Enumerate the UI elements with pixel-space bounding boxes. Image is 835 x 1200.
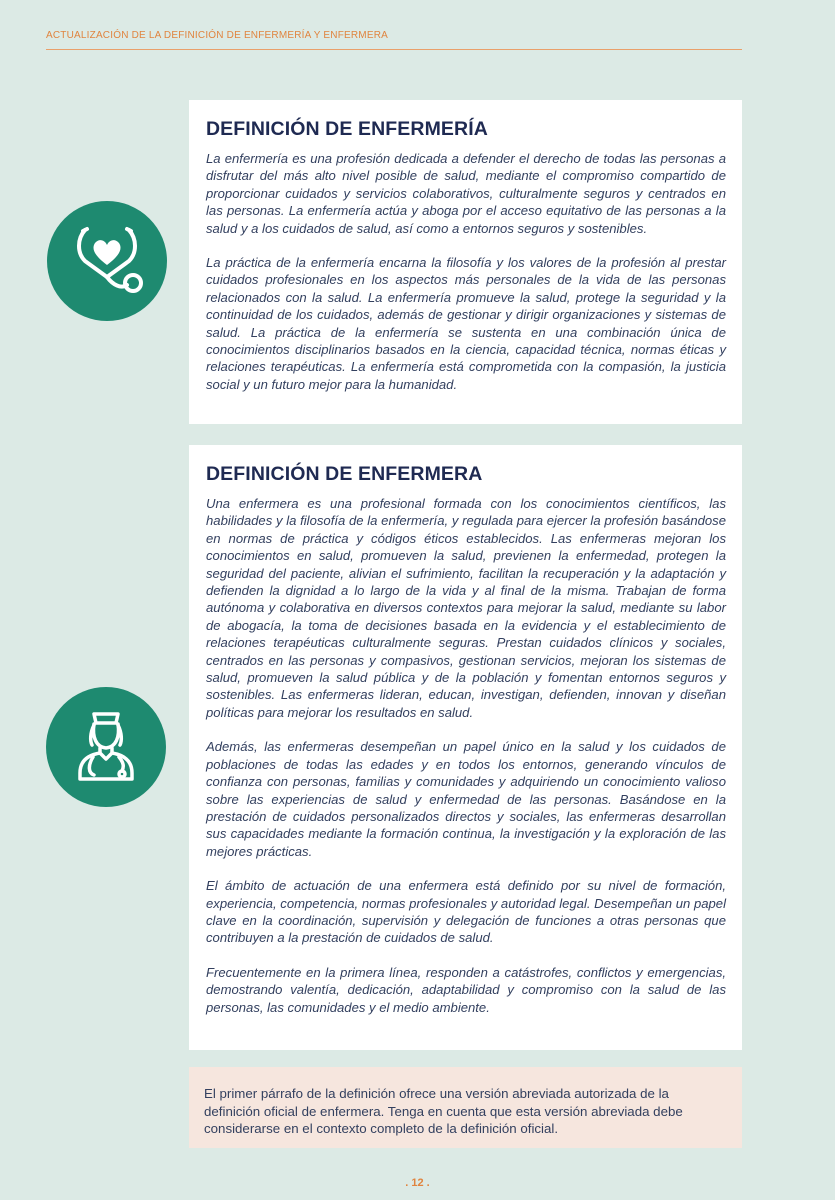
paragraph: La enfermería es una profesión dedicada a defender el derecho de todas las personas a disfrutar del más alto nivel posible de salud, mediante el compromiso compartido de proporcionar cuidados y servicios colaborativos, culturalmente seguros y centrados en las personas. La enfermería actúa y aboga por el acceso equitativo de las personas a la salud y a los cuidados de salud, así como a entornos seguros y sostenibles. — [206, 151, 726, 236]
nurse-icon — [46, 687, 166, 807]
stethoscope-heart-icon — [47, 201, 167, 321]
header-divider — [46, 49, 742, 50]
nursing-definition-card — [189, 100, 742, 424]
nurse-definition-card — [189, 445, 742, 1050]
section-title: DEFINICIÓN DE ENFERMERA — [206, 463, 483, 485]
note-box — [189, 1067, 742, 1148]
paragraph: Frecuentemente en la primera línea, responden a catástrofes, conflictos y emergencias, demostrando valentía, dedicación, adaptabilidad y compromiso con la salud de las personas, las comunidades y el medio ambiente. — [206, 964, 726, 1015]
running-header: ACTUALIZACIÓN DE LA DEFINICIÓN DE ENFERMERÍA Y ENFERMERA — [46, 30, 389, 41]
paragraph: Una enfermera es una profesional formada con los conocimientos científicos, las habilidades y la filosofía de la enfermería, y regulada para ejercer la profesión basándose en normas de práctica y códigos éticos establecidos. Las enfermeras mejoran los conocimientos en salud, promueven la salud, previenen la enfermedad, protegen la seguridad del paciente, alivian el sufrimiento, facilitan la recuperación y la adaptación y defienden la dignidad a lo largo de la vida y al final de la misma. Trabajan de forma autónoma y colaborativa en diversos contextos para mejorar la salud, mediante su labor de abogacía, la toma de decisiones basada en la evidencia y el establecimiento de relaciones terapéuticas culturalmente seguras. Prestan cuidados clínicos y sociales, centrados en las personas y compasivos, gestionan servicios, mejoran los sistemas de salud, promueven la salud pública y de la población y fomentan entornos seguros y sostenibles. Las enfermeras lideran, educan, investigan, defienden, innovan y diseñan políticas para mejorar los resultados en salud. — [206, 496, 726, 720]
paragraph: El ámbito de actuación de una enfermera está definido por su nivel de formación, experiencia, competencia, normas profesionales y autoridad legal. Desempeñan un papel clave en la coordinación, supervisión y delegación de funciones a otras personas que contribuyen a la prestación de cuidados de salud. — [206, 878, 726, 946]
section-title: DEFINICIÓN DE ENFERMERÍA — [206, 118, 488, 140]
note-text: El primer párrafo de la definición ofrece una versión abreviada autorizada de la definición oficial de enfermera. Tenga en cuenta que esta versión abreviada debe considerarse en el contexto completo de la definición oficial. — [204, 1086, 683, 1137]
paragraph: La práctica de la enfermería encarna la filosofía y los valores de la profesión al prestar cuidados profesionales en los aspectos más personales de la vida de las personas relacionados con la salud. La enfermería promueve la salud, protege la seguridad y la continuidad de los cuidados, además de gestionar y dirigir organizaciones y sistemas de salud. La práctica de la enfermería se sustenta en una combinación única de conocimientos disciplinarios basados en la ciencia, capacidad técnica, normas éticas y relaciones terapéuticas. La enfermería está comprometida con la compasión, la justicia social y un futuro mejor para la humanidad. — [206, 255, 726, 392]
page-number: . 12 . — [405, 1177, 430, 1189]
paragraph: Además, las enfermeras desempeñan un papel único en la salud y los cuidados de poblaciones de todas las edades y en todos los entornos, generando vínculos de confianza con personas, familias y comunidades y adquiriendo un conocimiento valioso sobre las experiencias de salud y enfermedad de las personas. Basándose en la prestación de cuidados personalizados directos y sociales, las enfermeras desarrollan sus capacidades mediante la formación continua, la investigación y la exploración de las mejores prácticas. — [206, 739, 726, 859]
